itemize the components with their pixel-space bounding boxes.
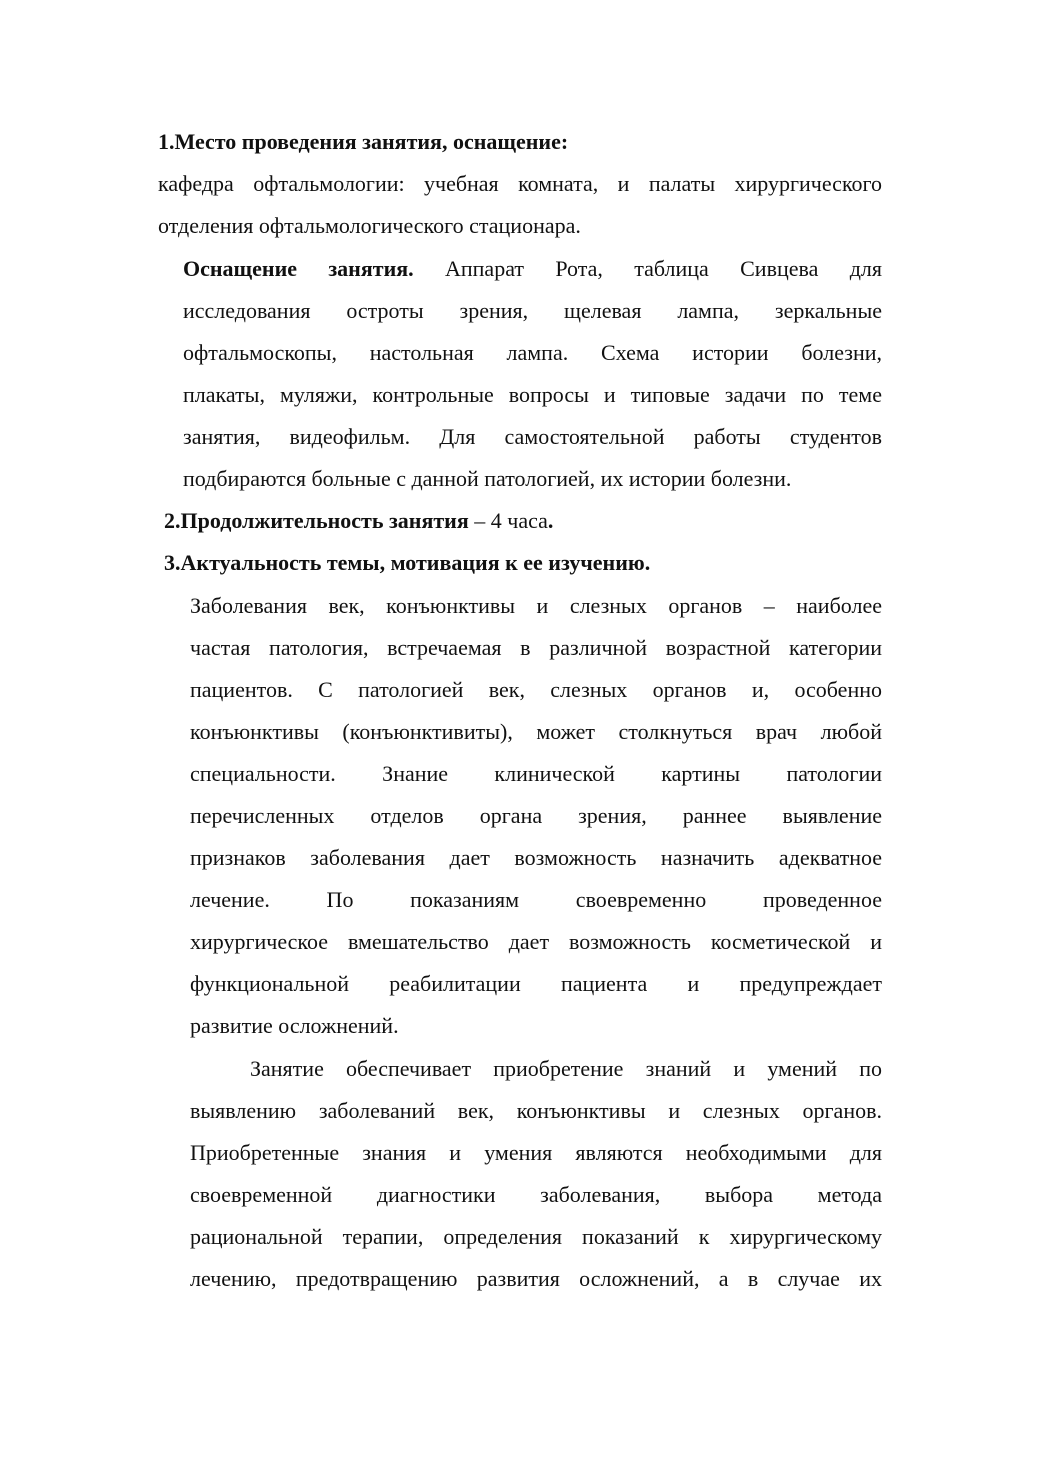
relevance-line: специальности. Знание клинической картины патологии xyxy=(190,761,882,786)
relevance-line: конъюнктивы (конъюнктивиты), может столкнуться врач любой xyxy=(190,719,882,744)
relevance-line: хирургическое вмешательство дает возможность косметической и xyxy=(190,929,882,954)
relevance-line: частая патология, встречаемая в различной возрастной категории xyxy=(190,635,882,660)
relevance-line: перечисленных отделов органа зрения, раннее выявление xyxy=(190,803,882,828)
section-3-heading: 3.Актуальность темы, мотивация к ее изучению. xyxy=(164,550,651,575)
duration-label: 2.Продолжительность занятия xyxy=(164,508,469,533)
section-2-heading xyxy=(164,508,553,534)
motivation-line: своевременной диагностики заболевания, выбора метода xyxy=(190,1182,882,1207)
motivation-line: Приобретенные знания и умения являются необходимыми для xyxy=(190,1140,882,1165)
relevance-line: функциональной реабилитации пациента и предупреждает xyxy=(190,971,882,996)
equipment-label: Оснащение занятия. xyxy=(183,256,414,281)
relevance-line: Заболевания век, конъюнктивы и слезных органов – наиболее xyxy=(190,593,882,618)
motivation-line: выявлению заболеваний век, конъюнктивы и слезных органов. xyxy=(190,1098,882,1123)
equipment-line: плакаты, муляжи, контрольные вопросы и типовые задачи по теме xyxy=(183,382,882,407)
equipment-line: исследования остроты зрения, щелевая лампа, зеркальные xyxy=(183,298,882,323)
relevance-line: развитие осложнений. xyxy=(190,1013,399,1038)
equipment-line: занятия, видеофильм. Для самостоятельной работы студентов xyxy=(183,424,882,449)
section-1-line: кафедра офтальмологии: учебная комната, и палаты хирургического xyxy=(158,171,882,196)
duration-value: – 4 часа xyxy=(468,508,548,533)
motivation-line: рациональной терапии, определения показаний к хирургическому xyxy=(190,1224,882,1249)
section-1-line: отделения офтальмологического стационара. xyxy=(158,213,581,238)
equipment-line: подбираются больные с данной патологией, их истории болезни. xyxy=(183,466,792,491)
motivation-line: Занятие обеспечивает приобретение знаний и умений по xyxy=(250,1056,882,1081)
relevance-line: лечение. По показаниям своевременно проведенное xyxy=(190,887,882,912)
relevance-line: пациентов. С патологией век, слезных органов и, особенно xyxy=(190,677,882,702)
relevance-line: признаков заболевания дает возможность назначить адекватное xyxy=(190,845,882,870)
duration-period: . xyxy=(547,508,554,533)
equipment-text: Аппарат Рота, таблица Сивцева для xyxy=(413,256,882,281)
equipment-first-line xyxy=(183,256,882,282)
motivation-line: лечению, предотвращению развития осложнений, а в случае их xyxy=(190,1266,882,1291)
section-1-heading: 1.Место проведения занятия, оснащение: xyxy=(158,129,569,154)
equipment-line: офтальмоскопы, настольная лампа. Схема истории болезни, xyxy=(183,340,882,365)
